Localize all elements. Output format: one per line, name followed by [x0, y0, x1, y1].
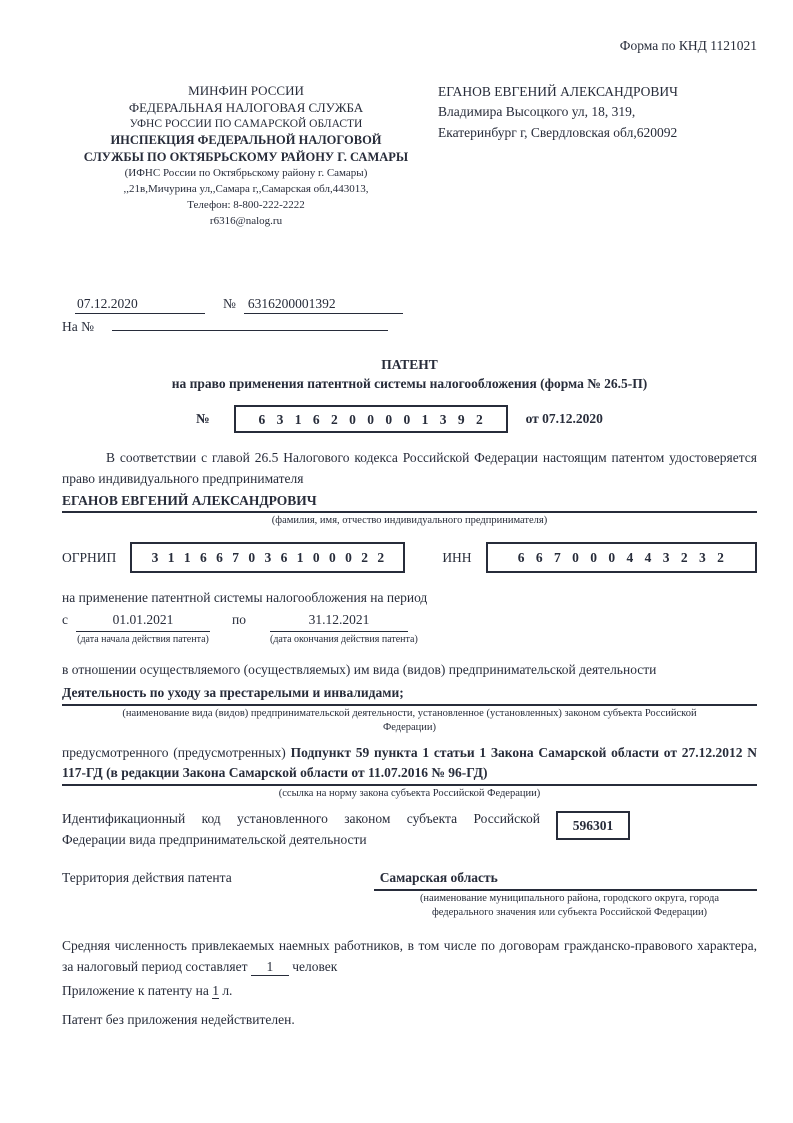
law-reference-caption: (ссылка на норму закона субъекта Российской Федерации) — [278, 788, 541, 800]
validity-note: Патент без приложения недействителен. — [62, 1012, 295, 1028]
territory-caption-line1: (наименование муниципального района, городского округа, города — [419, 892, 720, 904]
patent-date: от 07.12.2020 — [525, 411, 603, 427]
reply-to-blank-line — [112, 316, 388, 331]
patent-number-box: 6 3 1 6 2 0 0 0 0 1 3 9 2 — [234, 405, 508, 434]
identification-code-row — [62, 809, 757, 851]
reply-to-label: На № — [62, 318, 94, 334]
law-reference-paragraph — [62, 743, 757, 787]
sender-line: УФНС РОССИИ ПО САМАРСКОЙ ОБЛАСТИ — [129, 117, 363, 130]
start-date-caption: (дата начала действия патента) — [77, 633, 209, 645]
attachment-pages-count: 1 — [212, 982, 219, 998]
document-title — [62, 356, 757, 392]
activity-type: Деятельность по уходу за престарелыми и инвалидами; — [62, 683, 757, 706]
territory-label: Территория действия патента — [62, 869, 232, 885]
end-date-field — [270, 610, 418, 647]
entrepreneur-name: ЕГАНОВ ЕВГЕНИЙ АЛЕКСАНДРОВИЧ — [62, 491, 757, 514]
recipient-address-line1: Владимира Высоцкого ул, 18, 319, — [438, 104, 636, 120]
territory-caption-line2: федерального значения или субъекта Российской Федерации) — [431, 907, 708, 919]
recipient-address-line2: Екатеринбург г, Свердловская обл,620092 — [438, 125, 678, 141]
territory-row — [62, 868, 757, 891]
sender-line: ФЕДЕРАЛЬНАЯ НАЛОГОВАЯ СЛУЖБА — [128, 100, 364, 116]
from-label: с — [62, 612, 68, 628]
registration-numbers-row — [62, 542, 757, 573]
title-line1: ПАТЕНТ — [381, 357, 438, 373]
header — [62, 82, 757, 230]
workers-text-after: человек — [292, 958, 338, 974]
activity-caption: (наименование вида (видов) предпринимательской деятельности, установленное (установленных) законом субъекта Российской Федерации) — [122, 707, 697, 734]
to-label: по — [232, 612, 246, 628]
sender-block — [62, 82, 430, 230]
workers-paragraph — [62, 936, 757, 978]
sender-address: ,,21в,Мичурина ул,,Самара г,,Самарская обл,443013, — [123, 182, 369, 195]
intro-paragraph: В соответствии с главой 26.5 Налогового кодекса Российской Федерации настоящим патентом удостоверяется право индивидуального предпринимателя — [62, 450, 757, 486]
sender-line: СЛУЖБЫ ПО ОКТЯБРЬСКОМУ РАЙОНУ Г. САМАРЫ — [83, 150, 409, 165]
patent-number-row — [62, 405, 757, 434]
territory-value: Самарская область — [374, 868, 757, 891]
law-reference-prefix: предусмотренного (предусмотренных) — [62, 744, 286, 760]
reference-block — [62, 294, 757, 337]
workers-count: 1 — [251, 960, 289, 976]
attachment-text-before: Приложение к патенту на — [62, 982, 209, 998]
law-reference-text: Подпункт 59 пункта 1 статьи 1 Закона Самарской области от 27.12.2012 N 117-ГД (в редакции Закона Самарской области от 11.07.2016 № 96-ГД) — [62, 744, 757, 781]
sender-line: (ИФНС России по Октябрьскому району г. Самары) — [124, 166, 368, 179]
ogrnip-label: ОГРНИП — [62, 549, 117, 565]
identification-code-box: 596301 — [556, 811, 630, 840]
sender-line: МИНФИН РОССИИ — [188, 82, 304, 98]
end-date: 31.12.2021 — [270, 610, 408, 632]
sender-phone: Телефон: 8-800-222-2222 — [187, 198, 305, 211]
identification-code-label: Идентификационный код установленного законом субъекта Российской Федерации вида предпринимательской деятельности — [62, 811, 540, 848]
sender-email: r6316@nalog.ru — [209, 214, 283, 227]
reference-row — [62, 294, 757, 315]
end-date-caption: (дата окончания действия патента) — [269, 633, 418, 645]
ogrnip-value-box: 3 1 1 6 6 7 0 3 6 1 0 0 0 2 2 — [130, 542, 405, 573]
form-code: Форма по КНД 1121021 — [619, 38, 757, 53]
reply-reference-row — [62, 316, 757, 336]
activity-intro-paragraph: в отношении осуществляемого (осуществляемых) им вида (видов) предпринимательской деятельности — [62, 661, 657, 677]
period-intro: на применение патентной системы налогообложения на период — [62, 589, 428, 605]
territory-caption — [382, 892, 757, 921]
recipient-block — [438, 82, 757, 230]
document-date: 07.12.2020 — [75, 294, 205, 315]
start-date-field — [76, 610, 210, 647]
attachment-text-after: л. — [222, 982, 233, 998]
inn-label: ИНН — [442, 549, 472, 565]
title-line2: на право применения патентной системы налогообложения (форма № 26.5-П) — [171, 375, 648, 391]
attachment-line — [62, 981, 757, 1001]
inn-value-box: 6 6 7 0 0 0 4 4 3 2 3 2 — [486, 542, 757, 573]
start-date: 01.01.2021 — [76, 610, 210, 632]
workers-text-before: Средняя численность привлекаемых наемных работников, в том числе по договорам гражданско-правового характера, за налоговый период составляет — [62, 937, 757, 974]
document-number: 6316200001392 — [244, 294, 403, 315]
recipient-name: ЕГАНОВ ЕВГЕНИЙ АЛЕКСАНДРОВИЧ — [438, 83, 678, 99]
patent-number-label: № — [196, 411, 210, 427]
sender-line: ИНСПЕКЦИЯ ФЕДЕРАЛЬНОЙ НАЛОГОВОЙ — [110, 133, 382, 148]
validity-period-row — [62, 610, 757, 647]
entrepreneur-name-caption: (фамилия, имя, отчество индивидуального предпринимателя) — [271, 515, 548, 527]
number-sign-label: № — [223, 295, 236, 311]
